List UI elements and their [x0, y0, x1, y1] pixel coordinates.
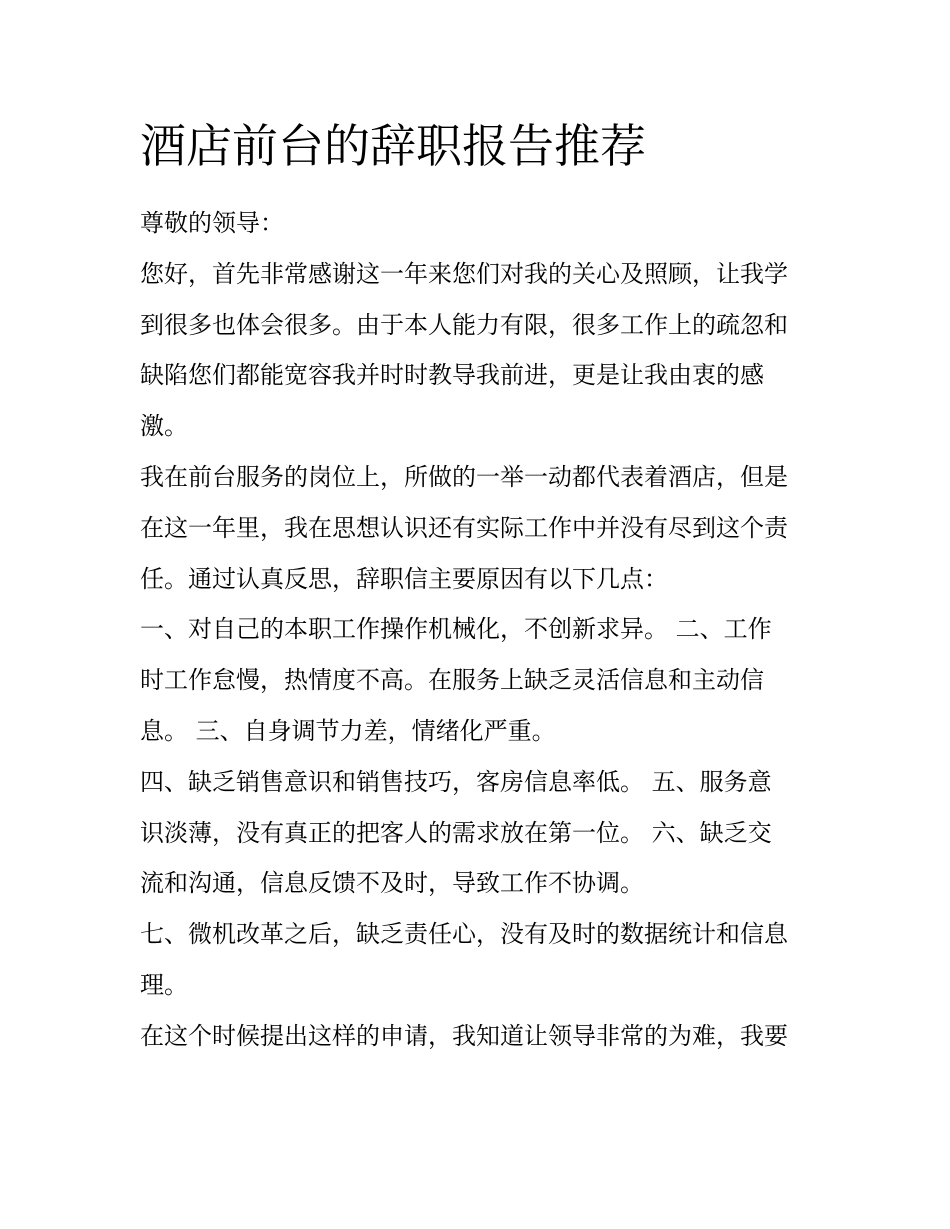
- text-line: 任。通过认真反思，辞职信主要原因有以下几点：: [140, 564, 668, 593]
- text-line: 息。 三、自身调节力差，情绪化严重。: [140, 716, 556, 745]
- document-body: [140, 198, 812, 1062]
- text-line: 缺陷您们都能宽容我并时时教导我前进，更是让我由衷的感: [140, 361, 764, 390]
- text-line: 流和沟通，信息反馈不及时，导致工作不协调。: [140, 869, 644, 898]
- text-line: 在这一年里，我在思想认识还有实际工作中并没有尽到这个责: [140, 513, 788, 542]
- text-line: 我在前台服务的岗位上，所做的一举一动都代表着酒店，但是: [140, 462, 788, 491]
- text-line: 激。: [140, 412, 188, 441]
- text-line: 时工作怠慢，热情度不高。在服务上缺乏灵活信息和主动信: [140, 666, 764, 695]
- text-line: 在这个时候提出这样的申请，我知道让领导非常的为难，我要: [140, 1021, 788, 1050]
- document-title: 酒店前台的辞职报告推荐: [140, 119, 646, 173]
- text-line: 七、微机改革之后，缺乏责任心，没有及时的数据统计和信息: [140, 920, 788, 949]
- text-line: 到很多也体会很多。由于本人能力有限，很多工作上的疏忽和: [140, 310, 788, 339]
- salutation: 尊敬的领导：: [140, 209, 284, 237]
- text-line: 理。: [140, 970, 188, 999]
- text-line: 您好，首先非常感谢这一年来您们对我的关心及照顾，让我学: [140, 259, 788, 288]
- text-line: 一、对自己的本职工作操作机械化，不创新求异。 二、工作: [140, 615, 772, 644]
- text-line: 四、缺乏销售意识和销售技巧，客房信息率低。 五、服务意: [140, 767, 772, 796]
- text-line: 识淡薄，没有真正的把客人的需求放在第一位。 六、缺乏交: [140, 818, 772, 847]
